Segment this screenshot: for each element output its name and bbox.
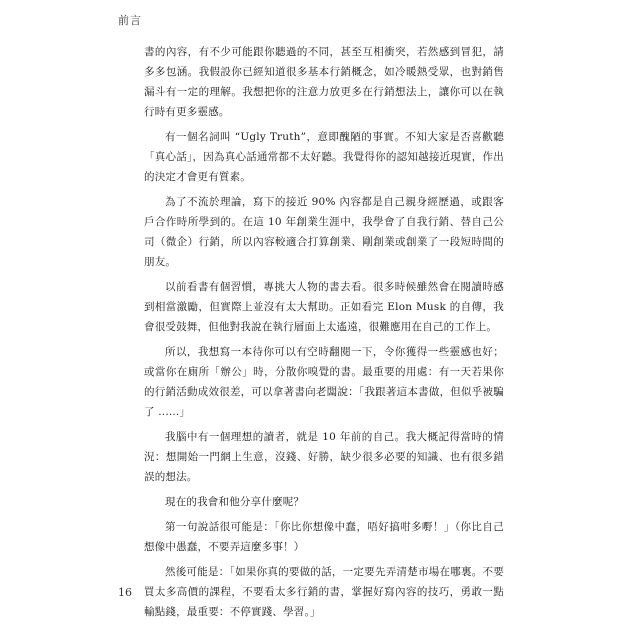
paragraph: 有一個名詞叫 “Ugly Truth”，意即醜陋的事實。不知大家是否喜歡聽「真心話」，因為真心話通常都不太好聽。我覺得你的認知越接近現實，作出的決定才會更有質素。: [144, 131, 504, 183]
paragraph: 所以，我想寫一本待你可以有空時翻閱一下，令你獲得一些靈感也好；或當你在廁所「辦公」時，分散你嗅覺的書。最重要的用處：有一天若果你的行銷活動成效很差，可以拿著書向老闆說：「我跟著這本書做，但似乎被騙了 ......」: [144, 346, 504, 418]
paragraph: 第一句說話很可能是：「你比你想像中蠢，唔好搞咁多嘢！」（你比自己想像中愚蠢，不要弄這麼多事！）: [144, 521, 504, 553]
paragraph: 我腦中有一個理想的讀者，就是 10 年前的自己。我大概記得當時的情況：想開始一門網上生意，沒錢、好勝，缺少很多必要的知識、也有很多錯誤的想法。: [144, 431, 504, 483]
paragraph: 以前看書有個習慣，專挑大人物的書去看。很多時候雖然會在閱讀時感到相當激勵，但實際上並沒有太大幫助。正如看完 Elon Musk 的自傳，我會很受鼓舞，但他對我說在執行層面上太遙遠，很難應用在自己的工作上。: [144, 281, 504, 333]
body-text: [144, 42, 504, 627]
paragraph: 然後可能是：「如果你真的要做的話，一定要先弄清楚市場在哪裏。不要買太多高價的課程，不要看太多行銷的書，掌握好寫內容的技巧，勇敢一點輸點錢，最重要：不停實踐、學習。」: [144, 566, 504, 618]
page-number: 16: [118, 586, 132, 599]
paragraph: 書的內容，有不少可能跟你聽過的不同，甚至互相衝突，若然感到冒犯，請多多包涵。我假設你已經知道很多基本行銷概念，如冷暖熱受眾，也對銷售漏斗有一定的理解。我想把你的注意力放更多在行銷想法上，讓你可以在執行時有更多靈感。: [144, 46, 504, 118]
paragraph: 現在的我會和他分享什麼呢？: [165, 496, 305, 508]
running-head: 前言: [118, 14, 142, 27]
paragraph: 為了不流於理論，寫下的接近 90% 內容都是自己親身經歷過，或跟客戶合作時所學到的。在這 10 年創業生涯中，我學會了自我行銷、替自己公司（微企）行銷，所以內容較適合打算創業、剛創業或創業了一段短時間的朋友。: [144, 196, 504, 268]
